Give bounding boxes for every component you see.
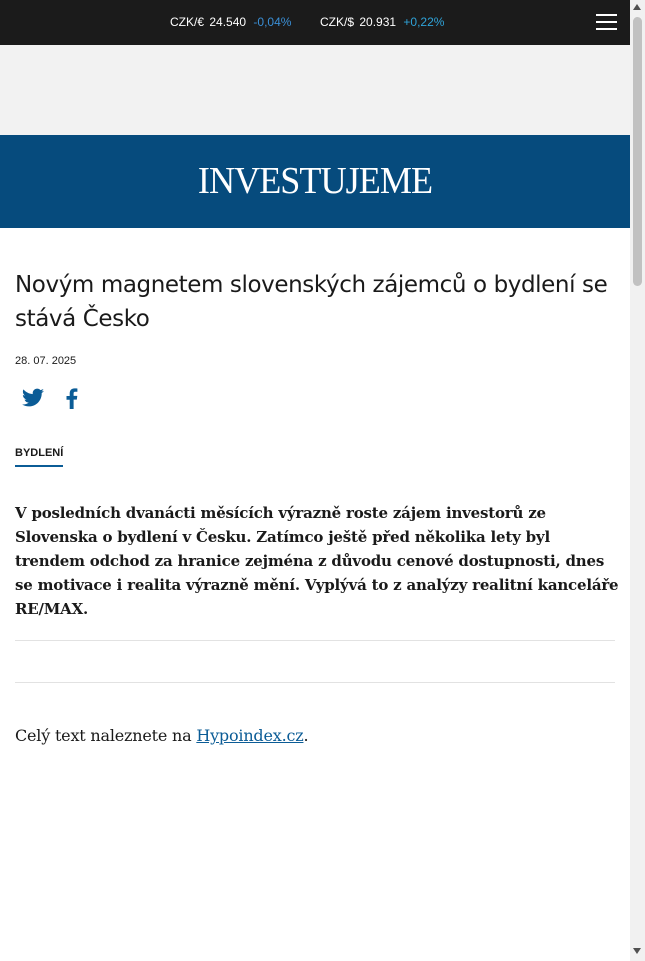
currency-rate-label: CZK/€: [170, 15, 205, 29]
source-suffix: .: [303, 726, 309, 745]
facebook-icon: [60, 386, 84, 410]
article-title: Novým magnetem slovenských zájemců o bydlení se stává Česko: [15, 272, 608, 332]
currency-rate-usd: [320, 15, 444, 29]
site-logo[interactable]: INVESTUJEME: [197, 160, 433, 202]
currency-rate-eur: [170, 15, 291, 29]
ad-banner-placeholder: [0, 45, 630, 135]
source-note: [15, 724, 308, 748]
scroll-down-arrow-icon[interactable]: [633, 948, 641, 954]
twitter-icon: [21, 386, 45, 410]
category-tag-link[interactable]: BYDLENÍ: [15, 447, 63, 467]
currency-bar: [0, 0, 630, 45]
twitter-share-button[interactable]: [21, 386, 45, 410]
currency-rate-value: 24.540: [209, 15, 247, 29]
article-perex: V posledních dvanácti měsících výrazně roste zájem investorů ze Slovenska o bydlení v Česku. Zatímco ještě před několika lety byl trendem odchod za hranice zejména z důvodu cenové dostupnosti, dnes se motivace i realita výrazně mění. Vyplývá to z analýzy realitní kanceláře RE/MAX.: [15, 504, 619, 618]
facebook-share-button[interactable]: [60, 386, 84, 410]
currency-rate-label: CZK/$: [320, 15, 355, 29]
content-divider: [15, 640, 615, 641]
source-prefix: Celý text naleznete na: [15, 726, 197, 745]
article-date: 28. 07. 2025: [15, 355, 77, 367]
currency-rate-value: 20.931: [359, 15, 397, 29]
scrollbar-thumb[interactable]: [633, 17, 642, 286]
currency-rate-change: -0,04%: [253, 15, 292, 29]
source-link[interactable]: Hypoindex.cz: [196, 726, 304, 745]
content-divider: [15, 682, 615, 683]
currency-rate-change: +0,22%: [403, 15, 445, 29]
scroll-up-arrow-icon[interactable]: [633, 4, 641, 10]
hamburger-menu-icon[interactable]: [596, 13, 618, 31]
